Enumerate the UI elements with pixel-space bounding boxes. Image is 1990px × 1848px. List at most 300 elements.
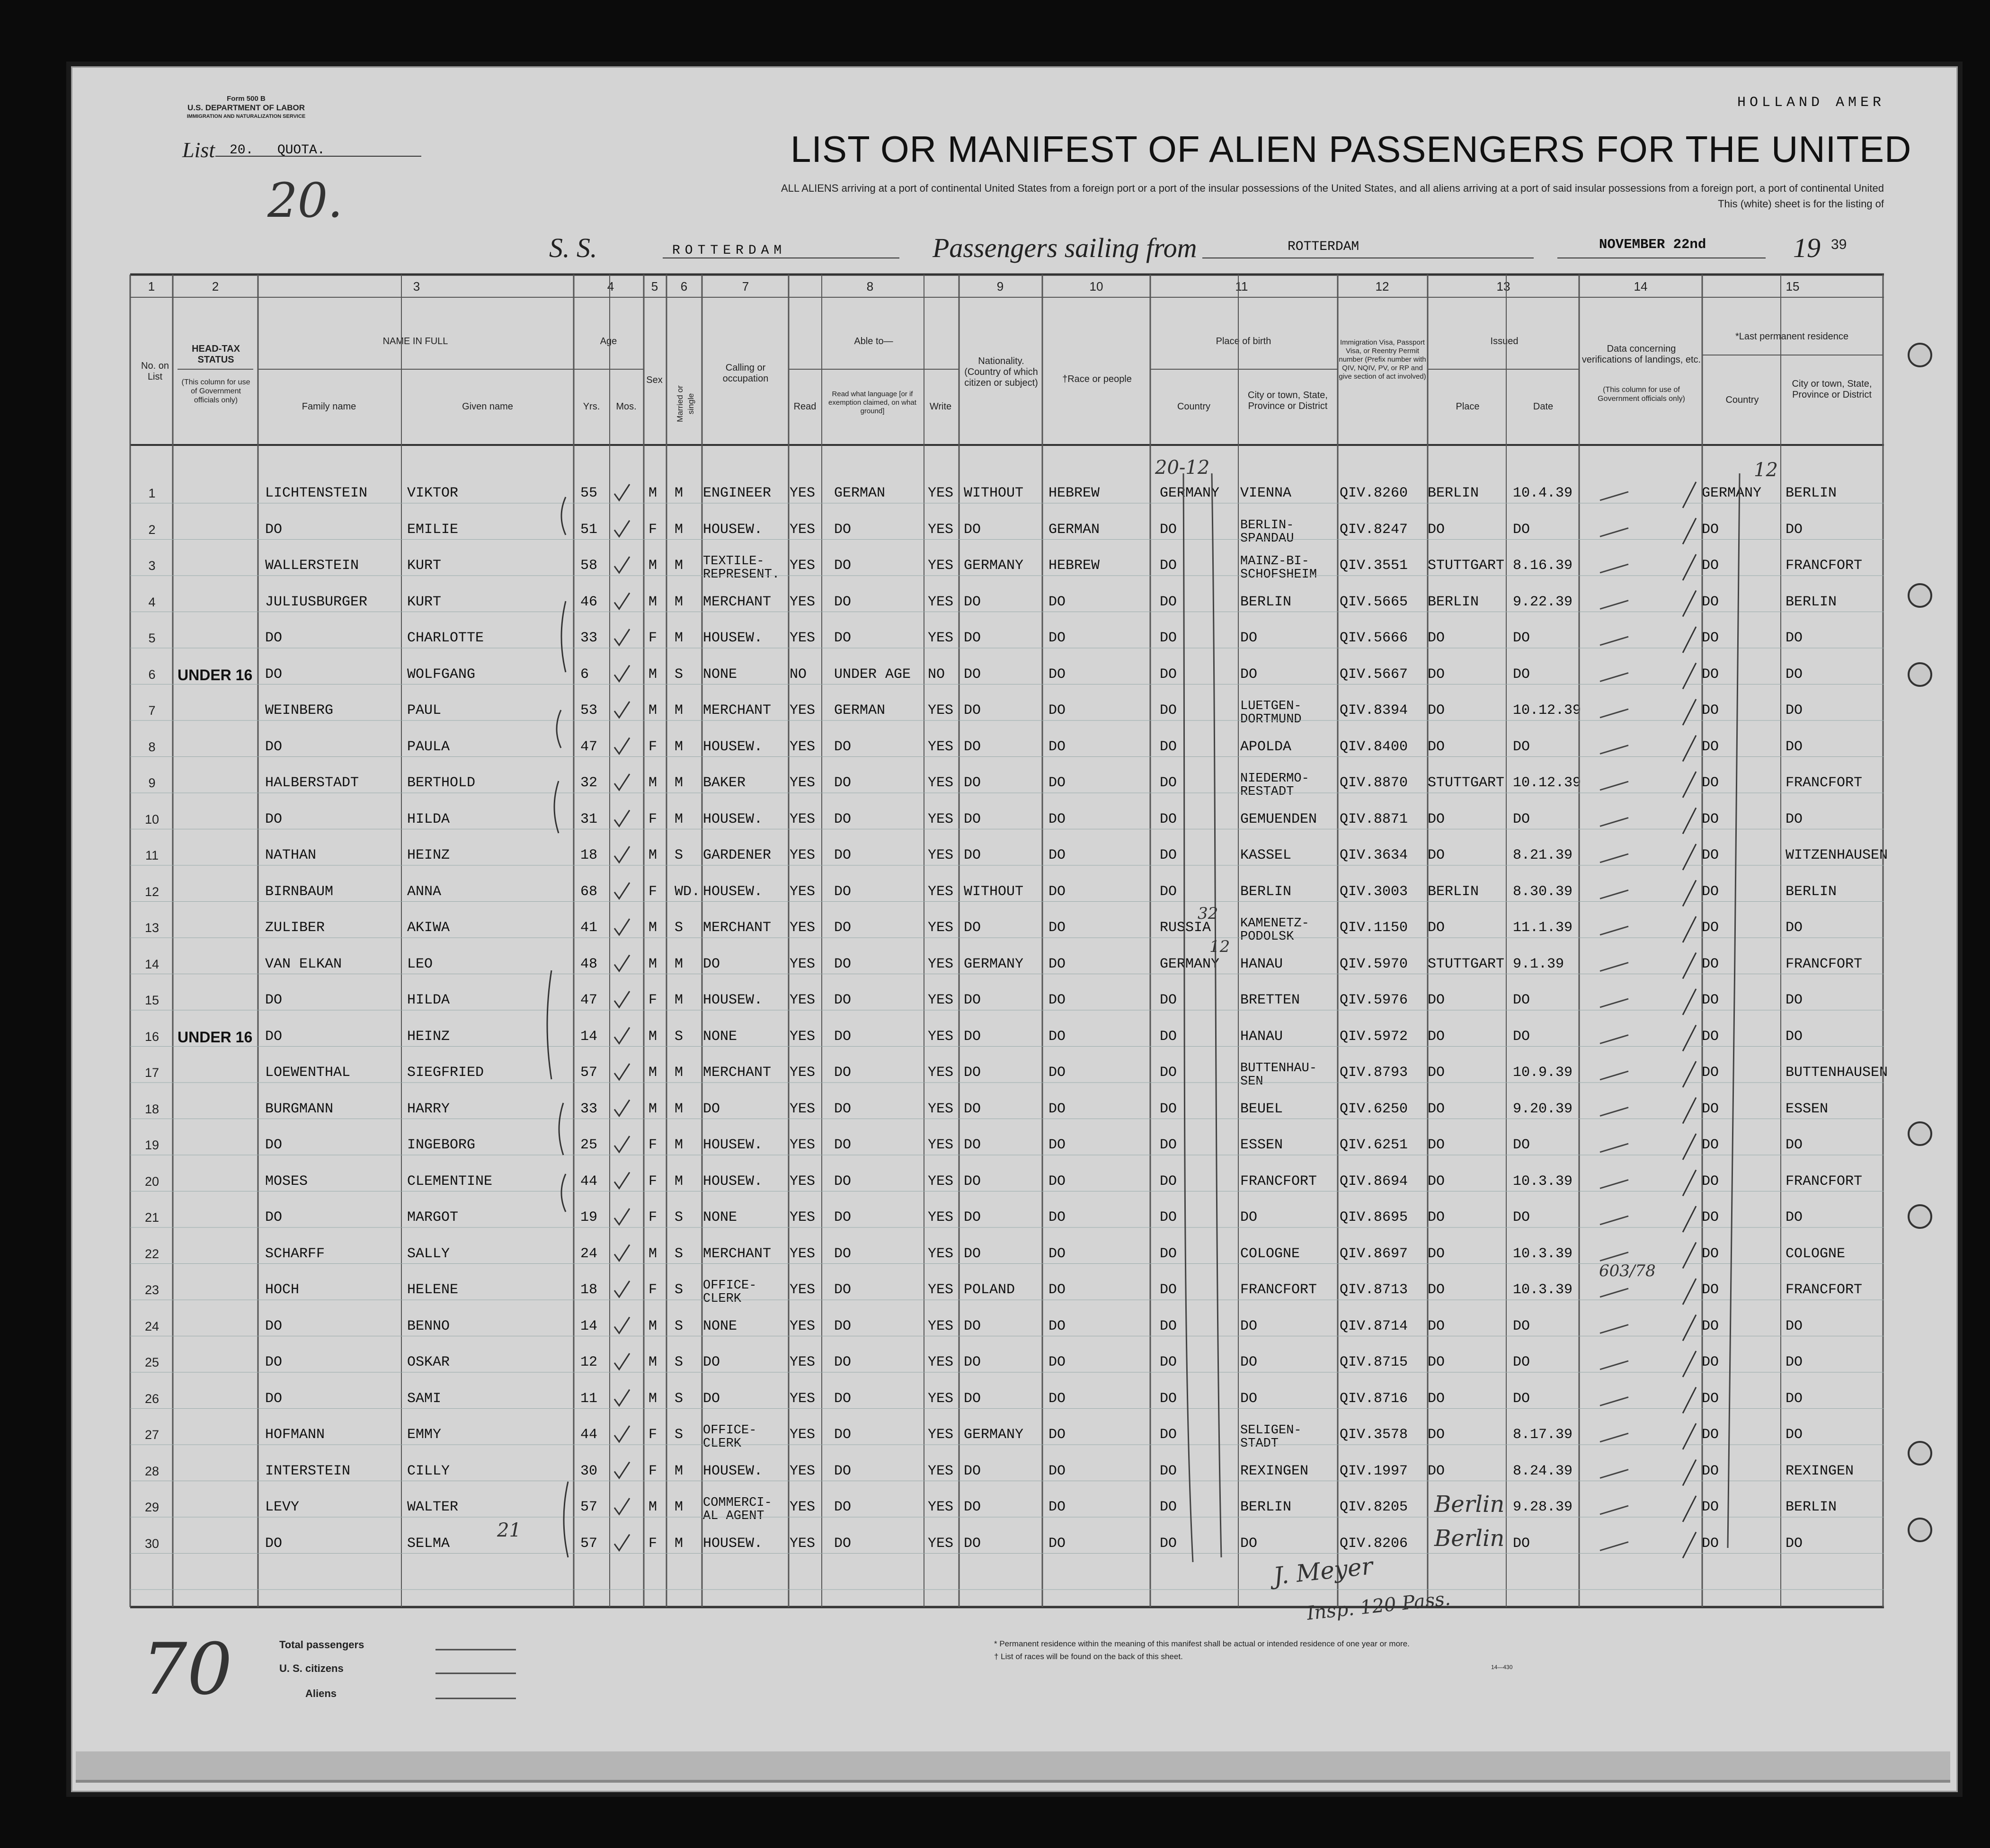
- birth-country: DO: [1160, 1354, 1177, 1370]
- residence-country: DO: [1702, 883, 1719, 900]
- check-mark: [614, 1353, 630, 1369]
- occupation: HOUSEW.: [703, 1137, 763, 1153]
- age-years: 30: [580, 1463, 598, 1479]
- birth-country: DO: [1160, 847, 1177, 863]
- read-language: DO: [834, 992, 852, 1008]
- sex: M: [649, 1499, 657, 1515]
- residence-city: DO: [1786, 1427, 1803, 1443]
- marital-status: S: [675, 1318, 684, 1334]
- marital-status: M: [675, 738, 684, 755]
- binder-hole: [1909, 584, 1931, 607]
- race: DO: [1048, 1101, 1066, 1117]
- marital-status: M: [675, 702, 684, 719]
- residence-country: DO: [1702, 1354, 1719, 1370]
- manifest-title: LIST OR MANIFEST OF ALIEN PASSENGERS FOR THE UNITED: [791, 128, 1912, 170]
- can-read: YES: [790, 847, 816, 863]
- can-write: YES: [928, 521, 954, 538]
- birth-country: DO: [1160, 1463, 1177, 1479]
- issued-date: 8.21.39: [1513, 847, 1573, 863]
- row-number: 26: [144, 1391, 160, 1406]
- verification-stroke: [1600, 926, 1628, 935]
- residence-tick: [1683, 844, 1696, 870]
- residence-country: DO: [1702, 956, 1719, 972]
- can-write: YES: [928, 883, 954, 900]
- residence-city: DO: [1786, 666, 1803, 683]
- race: DO: [1048, 1173, 1066, 1190]
- occupation: HOUSEW.: [703, 521, 763, 538]
- family-name: DO: [265, 630, 283, 646]
- footnote-races: † List of races will be found on the back of this sheet.: [994, 1652, 1183, 1661]
- can-read: YES: [790, 956, 816, 972]
- can-read: YES: [790, 1354, 816, 1370]
- residence-country: DO: [1702, 1101, 1719, 1117]
- birth-country: DO: [1160, 666, 1177, 683]
- birth-city: APOLDA: [1240, 738, 1292, 755]
- service: IMMIGRATION AND NATURALIZATION SERVICE: [187, 114, 306, 119]
- birth-country: DO: [1160, 775, 1177, 791]
- head-tax-status: UNDER 16: [178, 666, 253, 684]
- given-name: BERTHOLD: [407, 775, 476, 791]
- residence-tick: [1683, 1460, 1696, 1486]
- race: DO: [1048, 775, 1066, 791]
- verification-stroke: [1600, 1361, 1628, 1369]
- issued-date: DO: [1513, 811, 1530, 827]
- verification-stroke: [1600, 890, 1628, 899]
- residence-tick: [1683, 953, 1696, 979]
- read-language: DO: [834, 1427, 852, 1443]
- race: DO: [1048, 1209, 1066, 1226]
- visa-number: QIV.5666: [1340, 630, 1408, 646]
- occupation: AL AGENT: [703, 1509, 764, 1523]
- age-years: 18: [580, 847, 598, 863]
- can-write: YES: [928, 1209, 954, 1226]
- birth-country: DO: [1160, 883, 1177, 900]
- read-language: DO: [834, 1101, 852, 1117]
- ship-name: ROTTERDAM: [672, 243, 787, 258]
- sex: F: [649, 883, 657, 900]
- birth-city: FRANCFORT: [1240, 1282, 1317, 1298]
- occupation: HOUSEW.: [703, 1535, 763, 1552]
- residence-tick: [1683, 1496, 1696, 1522]
- issued-place: DO: [1428, 666, 1445, 683]
- given-name: HEINZ: [407, 1028, 450, 1045]
- can-write: YES: [928, 920, 954, 936]
- residence-country: DO: [1702, 1463, 1719, 1479]
- birth-city: SEN: [1240, 1075, 1263, 1089]
- column-number: 4: [607, 279, 614, 293]
- family-name: DO: [265, 1209, 283, 1226]
- nationality: POLAND: [964, 1282, 1015, 1298]
- occupation: HOUSEW.: [703, 630, 763, 646]
- birth-city: BERLIN: [1240, 1499, 1292, 1515]
- occupation: TEXTILE-: [703, 554, 764, 569]
- can-write: YES: [928, 1282, 954, 1298]
- residence-country: DO: [1702, 847, 1719, 863]
- can-write: YES: [928, 630, 954, 646]
- visa-number: QIV.8206: [1340, 1535, 1408, 1552]
- birth-city: HANAU: [1240, 1028, 1283, 1045]
- nationality: DO: [964, 1354, 981, 1370]
- issued-date: 10.12.39: [1513, 702, 1581, 719]
- row-number: 8: [148, 739, 156, 754]
- sex: M: [649, 920, 657, 936]
- check-mark: [614, 702, 630, 718]
- binder-hole: [1909, 1205, 1931, 1228]
- visa-number: QIV.1997: [1340, 1463, 1408, 1479]
- occupation: NONE: [703, 1209, 737, 1226]
- age-years: 68: [580, 883, 598, 900]
- given-name: WOLFGANG: [407, 666, 476, 683]
- race: DO: [1048, 1137, 1066, 1153]
- birth-country: RUSSIA: [1160, 920, 1211, 936]
- check-mark: [614, 1535, 630, 1551]
- sex: F: [649, 521, 657, 538]
- family-name: DO: [265, 666, 283, 683]
- visa-number: QIV.6250: [1340, 1101, 1408, 1117]
- col-res-city: City or town, State, Province or District: [1792, 379, 1872, 400]
- birth-country: DO: [1160, 1065, 1177, 1081]
- age-years: 53: [580, 702, 598, 719]
- issued-date: 8.30.39: [1513, 883, 1573, 900]
- given-name: HELENE: [407, 1282, 459, 1298]
- birth-country: DO: [1160, 738, 1177, 755]
- race: DO: [1048, 594, 1066, 610]
- inspector-annotation: Insp. 120 Pass.: [1306, 1588, 1452, 1625]
- can-read: YES: [790, 1535, 816, 1552]
- residence-city: DO: [1786, 1318, 1803, 1334]
- can-write: YES: [928, 811, 954, 827]
- issued-place: DO: [1428, 1318, 1445, 1334]
- race: DO: [1048, 630, 1066, 646]
- issued-date: 8.17.39: [1513, 1427, 1573, 1443]
- check-mark: [614, 738, 630, 754]
- residence-tick: [1683, 772, 1696, 798]
- can-read: YES: [790, 702, 816, 719]
- check-mark: [614, 1317, 630, 1333]
- verification-stroke: [1600, 1325, 1628, 1333]
- sex: M: [649, 1028, 657, 1045]
- verification-stroke: [1600, 1108, 1628, 1116]
- row-number: 20: [144, 1174, 160, 1189]
- visa-number: QIV.6251: [1340, 1137, 1408, 1153]
- age-years: 12: [580, 1354, 598, 1370]
- marital-status: M: [675, 1101, 684, 1117]
- occupation: MERCHANT: [703, 702, 772, 719]
- issued-place: DO: [1428, 847, 1445, 863]
- manifest-subtitle-2: This (white) sheet is for the listing of: [1718, 198, 1884, 210]
- can-read: YES: [790, 485, 816, 501]
- sex: F: [649, 1209, 657, 1226]
- can-write: YES: [928, 1028, 954, 1045]
- residence-city: BUTTENHAUSEN: [1786, 1065, 1888, 1081]
- can-write: YES: [928, 485, 954, 501]
- residence-country: DO: [1702, 1209, 1719, 1226]
- issued-place: DO: [1428, 1463, 1445, 1479]
- verification-stroke: [1600, 528, 1628, 537]
- marital-status: S: [675, 1390, 684, 1407]
- sex: F: [649, 1173, 657, 1190]
- binder-hole: [1909, 1122, 1931, 1145]
- family-name: DO: [265, 1390, 283, 1407]
- visa-number: QIV.5972: [1340, 1028, 1408, 1045]
- residence-country: DO: [1702, 1535, 1719, 1552]
- birth-city: KASSEL: [1240, 847, 1292, 863]
- col-read: Read: [793, 401, 817, 412]
- column-number: 10: [1089, 279, 1103, 293]
- verification-stroke: [1600, 564, 1628, 573]
- residence-city: DO: [1786, 811, 1803, 827]
- given-name: HILDA: [407, 811, 450, 827]
- occupation: CLERK: [703, 1292, 742, 1306]
- col-verification-note: (This column for use of Government officials only): [1598, 386, 1685, 403]
- birth-country: DO: [1160, 1137, 1177, 1153]
- verification-stroke: [1600, 1071, 1628, 1080]
- birth-city: DO: [1240, 630, 1258, 646]
- check-mark: [614, 1498, 630, 1514]
- sex: M: [649, 1390, 657, 1407]
- sex: M: [649, 702, 657, 719]
- visa-number: QIV.8714: [1340, 1318, 1408, 1334]
- pencil-stroke: [1728, 473, 1740, 1548]
- row-number: 2: [148, 522, 156, 537]
- verification-stroke: [1600, 1470, 1628, 1478]
- handwritten-issued-berlin-30: Berlin: [1434, 1525, 1505, 1552]
- issued-place: DO: [1428, 1137, 1445, 1153]
- row-number: 22: [144, 1246, 160, 1261]
- marital-status: M: [675, 1463, 684, 1479]
- can-read: YES: [790, 1282, 816, 1298]
- race: DO: [1048, 666, 1066, 683]
- occupation: ENGINEER: [703, 485, 772, 501]
- occupation: DO: [703, 956, 720, 972]
- us-citizens-label: U. S. citizens: [279, 1662, 344, 1674]
- col-birth-country: Country: [1177, 401, 1211, 412]
- residence-tick: [1683, 1061, 1696, 1087]
- nationality: GERMANY: [964, 956, 1024, 972]
- family-name: DO: [265, 521, 283, 538]
- birth-country: GERMANY: [1160, 956, 1220, 972]
- verification-stroke: [1600, 818, 1628, 826]
- given-name: AKIWA: [407, 920, 450, 936]
- sex: F: [649, 630, 657, 646]
- col-name-in-full: NAME IN FULL: [382, 336, 448, 346]
- residence-city: FRANCFORT: [1786, 558, 1863, 574]
- can-write: YES: [928, 1535, 954, 1552]
- nationality: DO: [964, 920, 981, 936]
- sex: M: [649, 1065, 657, 1081]
- marital-status: S: [675, 1245, 684, 1262]
- issued-place: BERLIN: [1428, 594, 1479, 610]
- check-mark: [614, 666, 630, 682]
- race: DO: [1048, 1028, 1066, 1045]
- race: HEBREW: [1048, 485, 1100, 501]
- verification-stroke: [1600, 1506, 1628, 1514]
- read-language: DO: [834, 1209, 852, 1226]
- residence-city: DO: [1786, 630, 1803, 646]
- nationality: GERMANY: [964, 1427, 1024, 1443]
- birth-city: REXINGEN: [1240, 1463, 1309, 1479]
- birth-country: DO: [1160, 1282, 1177, 1298]
- marital-status: M: [675, 558, 684, 574]
- age-years: 19: [580, 1209, 598, 1226]
- sex: M: [649, 558, 657, 574]
- residence-country: DO: [1702, 1065, 1719, 1081]
- race: DO: [1048, 1499, 1066, 1515]
- family-name: DO: [265, 738, 283, 755]
- bracket-mark: [564, 1482, 568, 1557]
- family-name: DO: [265, 1354, 283, 1370]
- issued-date: 10.12.39: [1513, 775, 1581, 791]
- read-language: DO: [834, 1463, 852, 1479]
- visa-number: QIV.3578: [1340, 1427, 1408, 1443]
- can-read: YES: [790, 920, 816, 936]
- birth-country: DO: [1160, 1318, 1177, 1334]
- occupation: HOUSEW.: [703, 992, 763, 1008]
- age-years: 58: [580, 558, 598, 574]
- issued-place: BERLIN: [1428, 485, 1479, 501]
- sex: M: [649, 956, 657, 972]
- can-read: YES: [790, 1101, 816, 1117]
- column-number: 15: [1786, 279, 1800, 293]
- given-name: SIEGFRIED: [407, 1065, 484, 1081]
- col-no-on-list: No. on List: [141, 361, 169, 382]
- read-language: DO: [834, 956, 852, 972]
- can-read: YES: [790, 992, 816, 1008]
- can-write: YES: [928, 1499, 954, 1515]
- age-years: 25: [580, 1137, 598, 1153]
- occupation: MERCHANT: [703, 1065, 772, 1081]
- age-years: 33: [580, 1101, 598, 1117]
- age-years: 44: [580, 1173, 598, 1190]
- visa-number: QIV.8793: [1340, 1065, 1408, 1081]
- can-write: YES: [928, 1245, 954, 1262]
- inspector-signature: J. Meyer: [1272, 1552, 1374, 1590]
- check-mark: [614, 484, 630, 500]
- age-years: 48: [580, 956, 598, 972]
- family-name: BIRNBAUM: [265, 883, 334, 900]
- issued-place: DO: [1428, 1028, 1445, 1045]
- age-years: 46: [580, 594, 598, 610]
- row-number: 3: [148, 559, 156, 573]
- read-language: DO: [834, 1354, 852, 1370]
- issued-date: 9.20.39: [1513, 1101, 1573, 1117]
- read-language: DO: [834, 630, 852, 646]
- residence-city: BERLIN: [1786, 594, 1837, 610]
- visa-number: QIV.8694: [1340, 1173, 1408, 1190]
- race: DO: [1048, 1318, 1066, 1334]
- race: HEBREW: [1048, 558, 1100, 574]
- residence-tick: [1683, 1243, 1696, 1269]
- occupation: MERCHANT: [703, 920, 772, 936]
- birth-city: NIEDERMO-: [1240, 772, 1309, 786]
- given-name: EMMY: [407, 1427, 442, 1443]
- form-code: 14—430: [1491, 1664, 1513, 1670]
- issued-date: DO: [1513, 1028, 1530, 1045]
- given-name: OSKAR: [407, 1354, 450, 1370]
- residence-country: DO: [1702, 1282, 1719, 1298]
- birth-city: BUTTENHAU-: [1240, 1061, 1317, 1075]
- residence-country: DO: [1702, 630, 1719, 646]
- family-name: VAN ELKAN: [265, 956, 342, 972]
- column-number: 7: [742, 279, 749, 293]
- age-years: 47: [580, 992, 598, 1008]
- pencil-stroke: [1212, 473, 1221, 1557]
- visa-number: QIV.5976: [1340, 992, 1408, 1008]
- occupation: HOUSEW.: [703, 1173, 763, 1190]
- col-head-tax-note: (This column for use of Government officials only): [181, 378, 250, 404]
- residence-country: DO: [1702, 811, 1719, 827]
- marital-status: S: [675, 1028, 684, 1045]
- can-write: YES: [928, 775, 954, 791]
- occupation: CLERK: [703, 1437, 742, 1451]
- list-number-handwritten: 20.: [267, 173, 343, 228]
- residence-country: DO: [1702, 521, 1719, 538]
- year-suffix: 39: [1831, 237, 1847, 252]
- issued-date: DO: [1513, 992, 1530, 1008]
- birth-country: DO: [1160, 702, 1177, 719]
- can-write: YES: [928, 1354, 954, 1370]
- residence-city: ESSEN: [1786, 1101, 1829, 1117]
- given-name: KURT: [407, 558, 442, 574]
- occupation: OFFICE-: [703, 1279, 757, 1293]
- age-years: 51: [580, 521, 598, 538]
- read-language: DO: [834, 920, 852, 936]
- residence-city: DO: [1786, 1354, 1803, 1370]
- birth-city: GEMUENDEN: [1240, 811, 1317, 827]
- col-place-of-birth: Place of birth: [1216, 336, 1271, 346]
- given-name: CILLY: [407, 1463, 450, 1479]
- marital-status: M: [675, 1535, 684, 1552]
- col-age: Age: [600, 336, 617, 346]
- occupation: HOUSEW.: [703, 811, 763, 827]
- residence-country: DO: [1702, 666, 1719, 683]
- marital-status: M: [675, 992, 684, 1008]
- family-name: SCHARFF: [265, 1245, 325, 1262]
- issued-place: DO: [1428, 920, 1445, 936]
- company-name: HOLLAND AMER: [1737, 95, 1885, 111]
- column-number: 1: [148, 279, 155, 293]
- nationality: DO: [964, 1318, 981, 1334]
- check-mark: [614, 1390, 630, 1406]
- verification-stroke: [1600, 709, 1628, 718]
- birth-city: DO: [1240, 1354, 1258, 1370]
- read-language: GERMAN: [834, 485, 886, 501]
- issued-date: DO: [1513, 1209, 1530, 1226]
- sex: M: [649, 1101, 657, 1117]
- visa-number: QIV.5667: [1340, 666, 1408, 683]
- residence-country: DO: [1702, 920, 1719, 936]
- row-number: 12: [144, 884, 160, 899]
- given-name: SAMI: [407, 1390, 442, 1407]
- can-write: YES: [928, 738, 954, 755]
- col-age-years: Yrs.: [583, 401, 600, 412]
- residence-city: DO: [1786, 920, 1803, 936]
- birth-country: DO: [1160, 1499, 1177, 1515]
- issued-place: DO: [1428, 811, 1445, 827]
- visa-number: QIV.8870: [1340, 775, 1408, 791]
- birth-city: RESTADT: [1240, 785, 1294, 799]
- check-mark: [614, 883, 630, 899]
- issued-place: DO: [1428, 1390, 1445, 1407]
- residence-city: COLOGNE: [1786, 1245, 1846, 1262]
- check-mark: [614, 991, 630, 1007]
- given-name: MARGOT: [407, 1209, 459, 1226]
- birth-city: DORTMUND: [1240, 712, 1302, 727]
- sex: F: [649, 811, 657, 827]
- residence-city: WITZENHAUSEN: [1786, 847, 1888, 863]
- occupation: NONE: [703, 1028, 737, 1045]
- issued-date: DO: [1513, 521, 1530, 538]
